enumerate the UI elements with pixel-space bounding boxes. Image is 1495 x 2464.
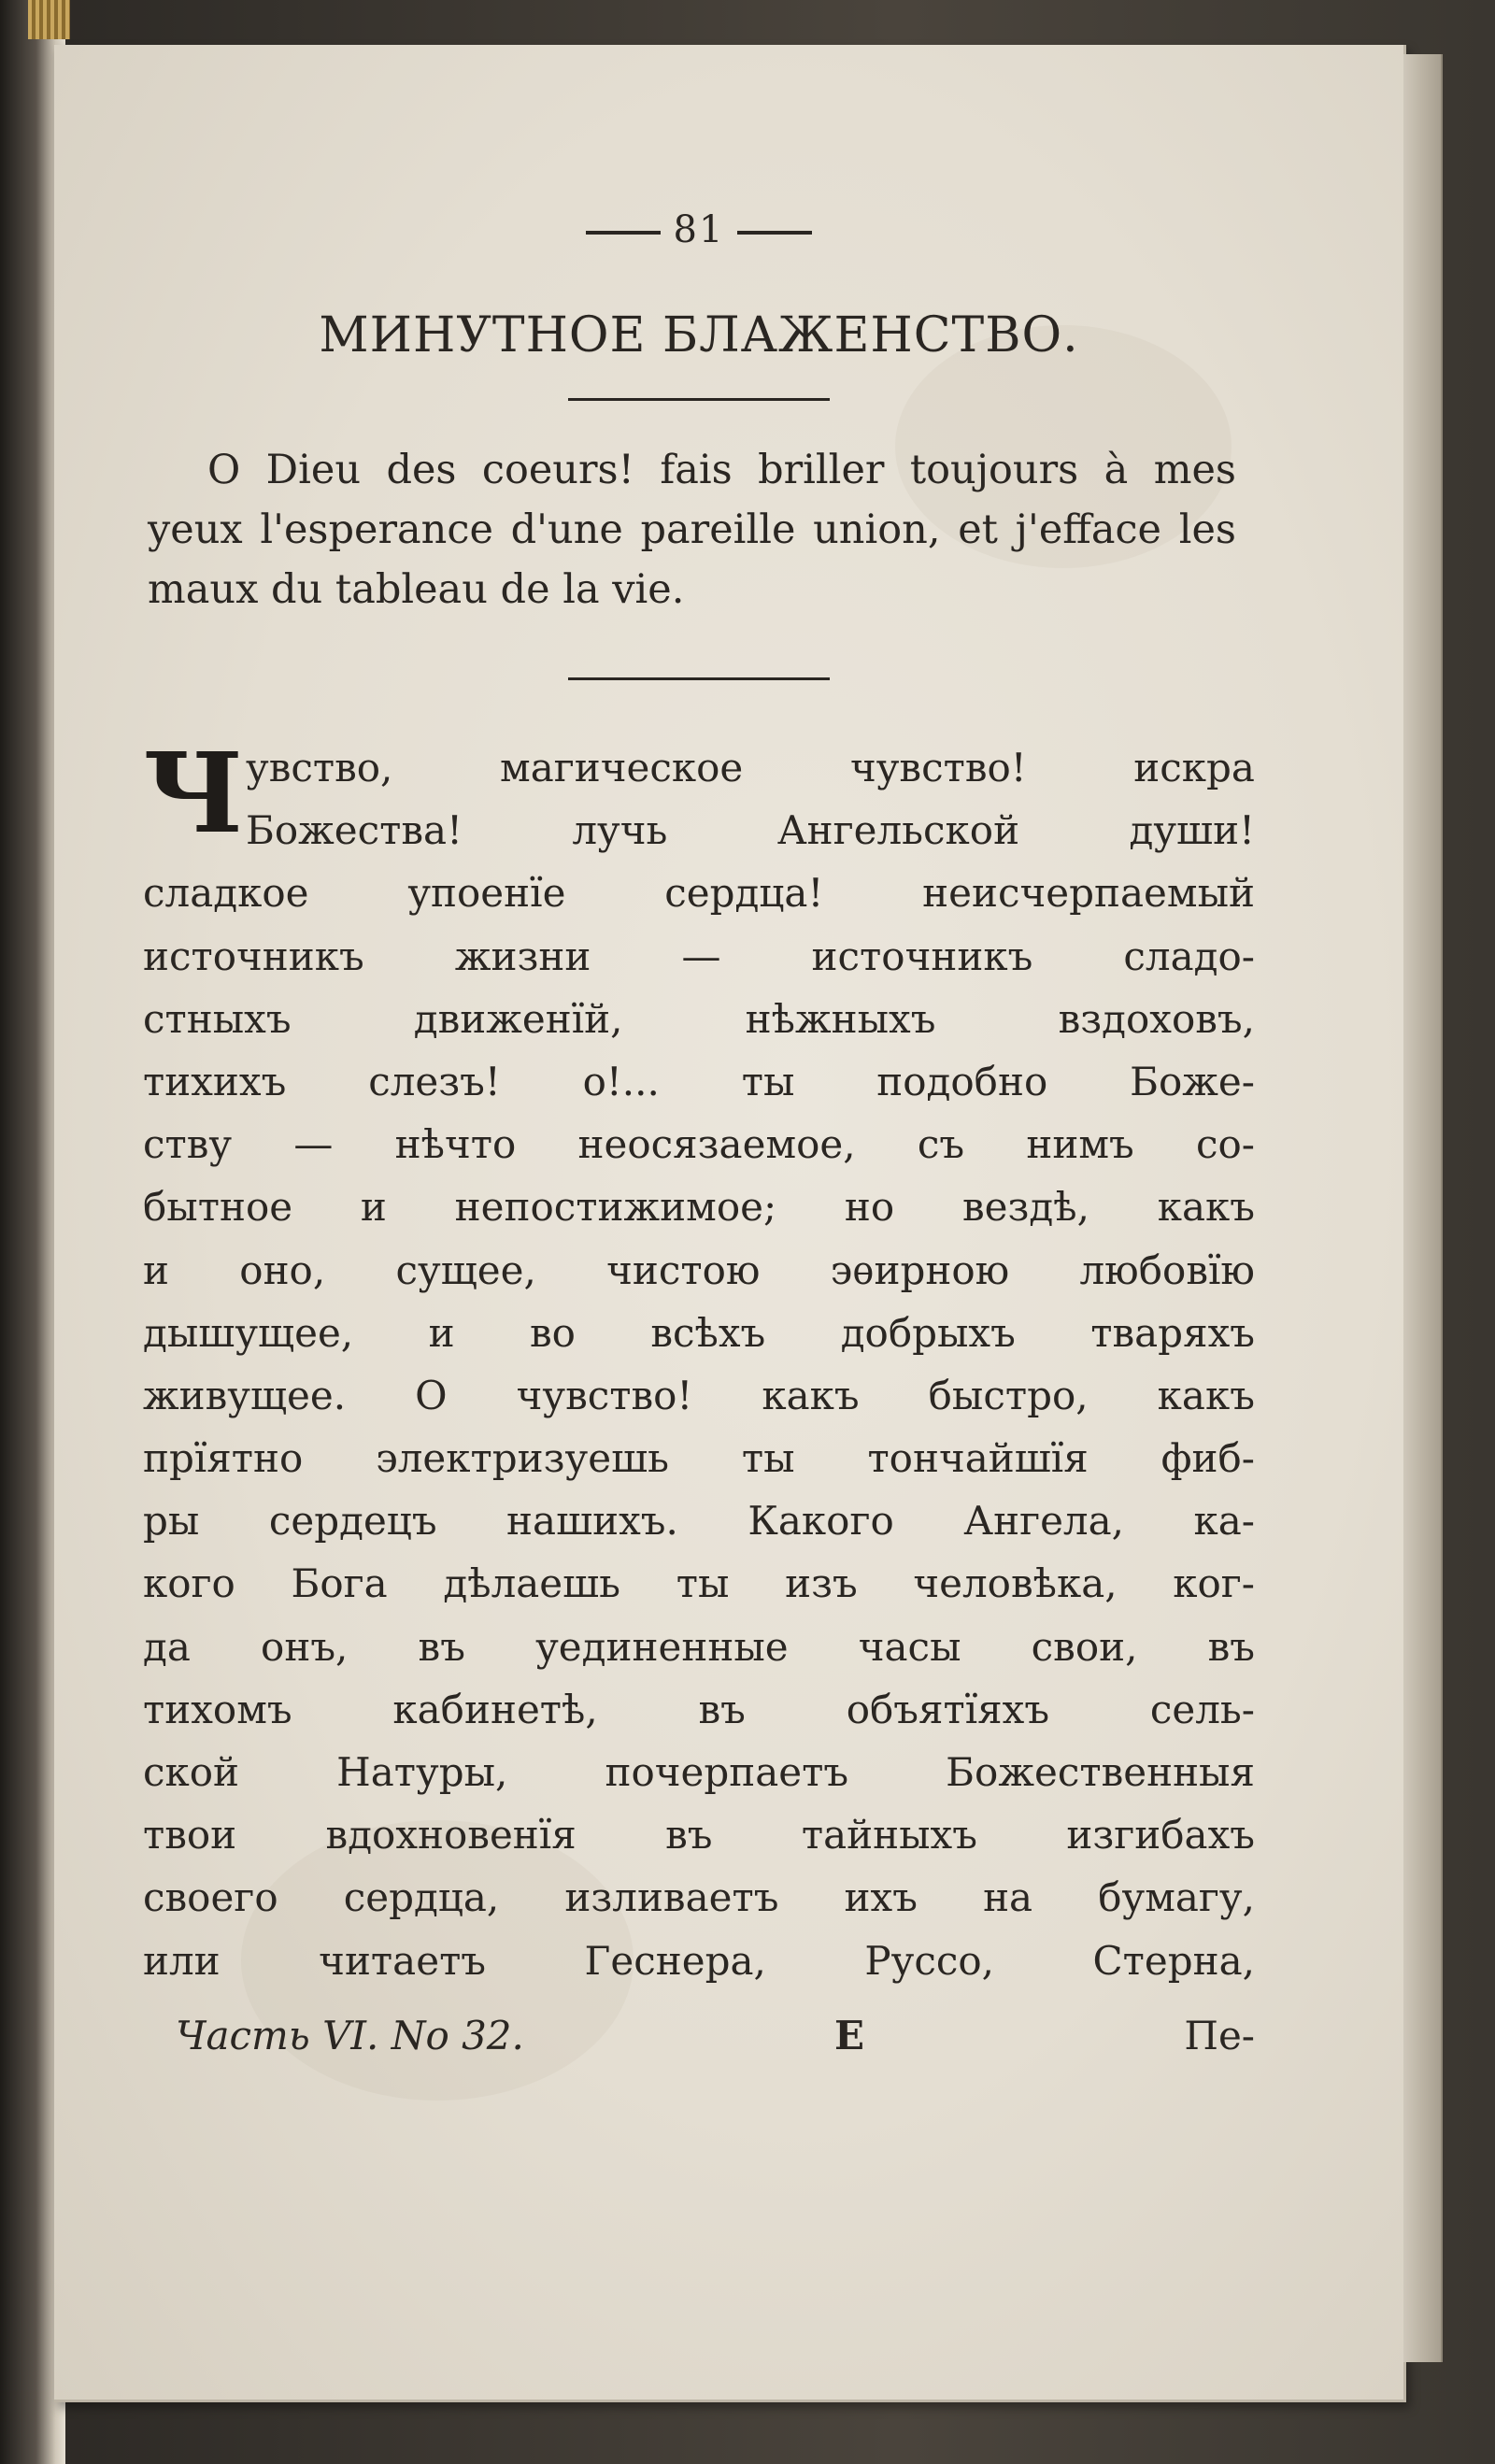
sheet-mark: E — [834, 2012, 865, 2058]
catchword: Пе- — [1184, 2012, 1255, 2058]
body-line — [143, 1803, 1255, 1866]
word: кабинетѣ, — [392, 1686, 598, 1732]
word: искра — [1133, 745, 1255, 790]
word: какъ — [1157, 1372, 1255, 1418]
body-line — [143, 1302, 1255, 1364]
word: источникъ — [811, 933, 1033, 979]
word: вдохновенїя — [325, 1812, 577, 1859]
word: души! — [1129, 807, 1255, 854]
word: или — [143, 1937, 221, 1984]
word: ской — [143, 1749, 240, 1795]
body-line — [143, 988, 1255, 1050]
word: сущее, — [395, 1246, 536, 1293]
word: дышущее, — [143, 1309, 354, 1356]
body-line — [143, 1364, 1255, 1427]
word: въ — [418, 1623, 465, 1670]
word: Божественныя — [946, 1749, 1255, 1795]
word: дѣлаешь — [443, 1560, 621, 1607]
title-rule — [568, 398, 830, 401]
body-line — [143, 1427, 1255, 1489]
word: какъ — [1157, 1184, 1255, 1231]
word: тончайшїя — [867, 1435, 1089, 1482]
word: быстро, — [928, 1372, 1089, 1418]
body-line — [143, 925, 1255, 988]
word: Геснера, — [584, 1937, 766, 1984]
word: ихъ — [844, 1874, 918, 1921]
word: сель- — [1149, 1686, 1255, 1732]
word: непостижимое; — [454, 1184, 777, 1231]
word: въ — [698, 1686, 746, 1732]
body-text — [143, 728, 1255, 1992]
book-page — [54, 45, 1406, 2402]
word: вездѣ, — [961, 1184, 1089, 1231]
page-number — [143, 204, 1255, 256]
word: бытное — [143, 1184, 293, 1231]
drop-cap: Ч — [143, 728, 244, 858]
word: изгибахъ — [1066, 1812, 1255, 1859]
page-number-dash-right — [737, 231, 812, 235]
body-line — [143, 1050, 1255, 1113]
word: съ — [917, 1121, 965, 1168]
word: фиб- — [1160, 1435, 1255, 1482]
epigraph-rule — [568, 677, 830, 680]
binding-thread — [28, 0, 70, 39]
word: читаетъ — [319, 1937, 487, 1984]
word: неисчерпаемый — [922, 870, 1255, 917]
word: Стерна, — [1092, 1937, 1255, 1984]
word: вздоховъ, — [1058, 995, 1255, 1042]
word: на — [983, 1874, 1033, 1921]
word: прїятно — [143, 1435, 304, 1482]
word: подобно — [876, 1058, 1048, 1104]
word: своего — [143, 1874, 278, 1921]
word: во — [530, 1309, 576, 1356]
word: сердца! — [664, 870, 824, 917]
word: въ — [665, 1812, 713, 1859]
word: и — [428, 1309, 455, 1356]
word: ты — [676, 1560, 730, 1607]
word: изъ — [785, 1560, 858, 1607]
word: слезъ! — [368, 1058, 501, 1104]
word: — — [681, 933, 721, 979]
word: тихихъ — [143, 1058, 287, 1104]
word: нашихъ. — [506, 1498, 678, 1545]
epigraph: O Dieu des coeurs! fais briller toujours à mes yeux l'esperance d'une pareille union, et j'efface les maux du tableau de la vie. — [148, 447, 1236, 613]
body-line — [143, 736, 1255, 799]
body-line — [143, 1616, 1255, 1678]
page-footer — [143, 2003, 1255, 2069]
word: твои — [143, 1812, 237, 1859]
word: тайныхъ — [801, 1812, 977, 1859]
word: Боже- — [1130, 1058, 1255, 1104]
word: Натуры, — [336, 1749, 508, 1795]
word: Ангельской — [776, 807, 1020, 854]
page-number-text: 81 — [673, 208, 725, 251]
body-line — [143, 1552, 1255, 1615]
word: кого — [143, 1560, 235, 1607]
word: уединенные — [535, 1623, 789, 1670]
chapter-title: МИНУТНОЕ БЛАЖЕНСТВО. — [319, 307, 1079, 363]
word: въ — [1207, 1623, 1255, 1670]
word: почерпаетъ — [605, 1749, 849, 1795]
word: увство, — [246, 745, 393, 790]
word: какъ — [762, 1372, 860, 1418]
page-edge — [1403, 54, 1443, 2362]
word: Ангела, — [963, 1498, 1124, 1545]
body-line — [143, 1489, 1255, 1552]
word: сердца, — [343, 1874, 500, 1921]
word: нѣжныхъ — [745, 995, 936, 1042]
page-content — [143, 204, 1255, 2069]
word: О — [415, 1372, 448, 1418]
word: источникъ — [143, 933, 364, 979]
word: онъ, — [261, 1623, 349, 1670]
word: чувство! — [849, 745, 1027, 790]
word: объятїяхъ — [846, 1686, 1050, 1732]
body-line — [143, 1113, 1255, 1175]
word: чистою — [606, 1246, 761, 1293]
word: свои, — [1031, 1623, 1138, 1670]
word: добрыхъ — [840, 1309, 1016, 1356]
body-line — [143, 1930, 1255, 1992]
word: лучь — [572, 807, 668, 854]
word: движенїй, — [413, 995, 623, 1042]
word: ког- — [1173, 1560, 1255, 1607]
word: — — [293, 1121, 334, 1168]
word: тваряхъ — [1090, 1309, 1255, 1356]
word: ты — [741, 1058, 795, 1104]
word: человѣка, — [913, 1560, 1118, 1607]
word: всѣхъ — [650, 1309, 766, 1356]
word: электризуешь — [376, 1435, 670, 1482]
word: чувство! — [516, 1372, 693, 1418]
word: о!... — [582, 1058, 660, 1104]
body-line — [143, 1175, 1255, 1238]
word: Бога — [291, 1560, 388, 1607]
word: сладкое — [143, 870, 309, 917]
word: сладо- — [1123, 933, 1255, 979]
word: ты — [741, 1435, 795, 1482]
body-line — [143, 1866, 1255, 1929]
word: сердецъ — [268, 1498, 437, 1545]
word: бумагу, — [1098, 1874, 1255, 1921]
word: да — [143, 1623, 191, 1670]
word: и — [143, 1246, 169, 1293]
word: со- — [1196, 1121, 1255, 1168]
word: упоенїе — [407, 870, 566, 917]
word: ры — [143, 1498, 200, 1545]
word: нѣчто — [394, 1121, 517, 1168]
word: часы — [858, 1623, 961, 1670]
word: жизни — [454, 933, 591, 979]
volume-signature: Часть VI. No 32. — [176, 2012, 524, 2058]
word: живущее. — [143, 1372, 347, 1418]
word: ка- — [1193, 1498, 1255, 1545]
body-line — [143, 799, 1255, 862]
body-line — [143, 1239, 1255, 1302]
word: Какого — [748, 1498, 894, 1545]
word: стныхъ — [143, 995, 292, 1042]
word: изливаетъ — [564, 1874, 779, 1921]
word: любовїю — [1079, 1246, 1255, 1293]
word: Руссо, — [864, 1937, 994, 1984]
body-line — [143, 1741, 1255, 1803]
word: оно, — [239, 1246, 326, 1293]
page-number-dash-left — [586, 231, 661, 235]
body-line — [143, 1678, 1255, 1741]
word: нимъ — [1026, 1121, 1134, 1168]
word: ству — [143, 1121, 233, 1168]
word: магическое — [500, 745, 744, 790]
word: и — [360, 1184, 387, 1231]
word: но — [844, 1184, 895, 1231]
word: Божества! — [246, 807, 463, 854]
word: неосязаемое, — [577, 1121, 856, 1168]
word: эѳирною — [830, 1246, 1010, 1293]
body-line — [143, 862, 1255, 924]
word: тихомъ — [143, 1686, 292, 1732]
